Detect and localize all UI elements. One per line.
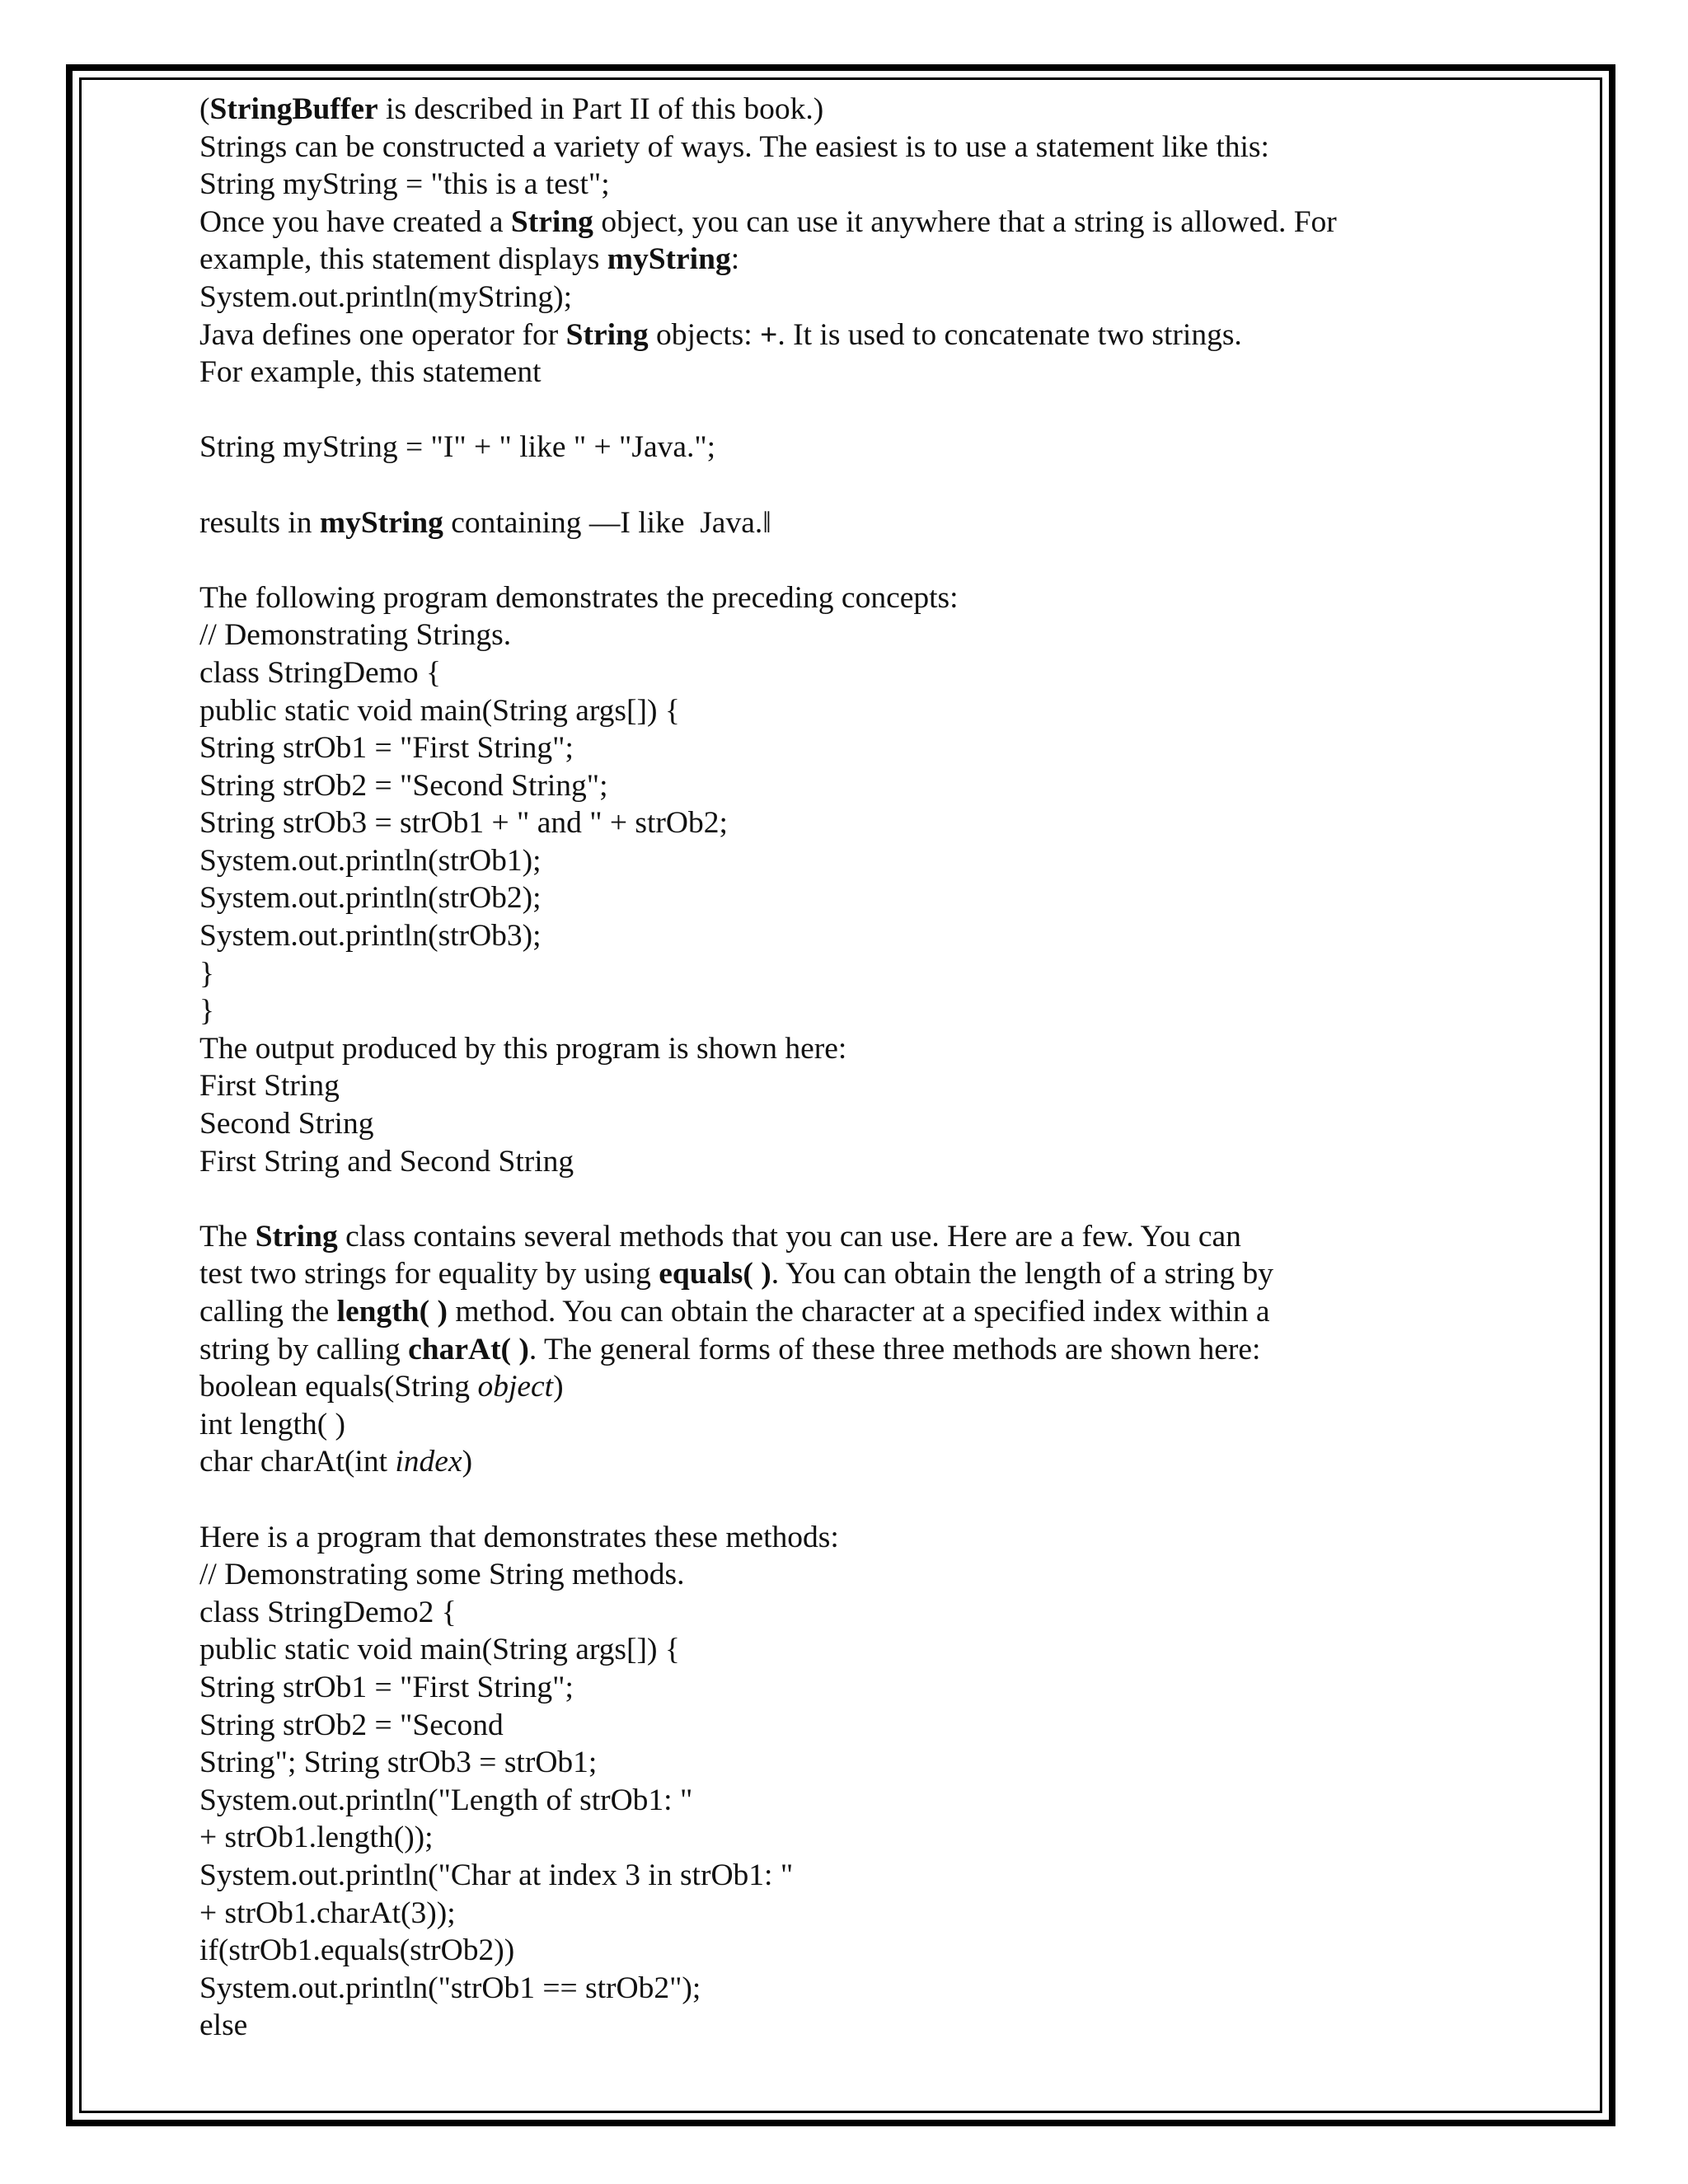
text-line — [199, 879, 1518, 917]
text-run: System.out.println("Length of strOb1: " — [199, 1783, 693, 1817]
text-line — [199, 1255, 1518, 1293]
text-run: string by calling — [199, 1332, 409, 1366]
text-line — [199, 955, 1518, 993]
text-run: System.out.println("strOb1 == strOb2"); — [199, 1971, 701, 2005]
text-run: test two strings for equality by using — [199, 1257, 659, 1291]
text-run: class StringDemo { — [199, 655, 441, 690]
text-line — [199, 1707, 1518, 1745]
text-line — [199, 504, 1518, 542]
text-line — [199, 279, 1518, 316]
text-run: System.out.println(myString); — [199, 279, 573, 314]
text-run: First String and Second String — [199, 1144, 574, 1179]
text-run: } — [199, 994, 214, 1029]
text-run: class StringDemo2 { — [199, 1595, 457, 1629]
italic-term: index — [395, 1445, 462, 1479]
text-run: String strOb2 = "Second — [199, 1708, 504, 1742]
text-line — [199, 1143, 1518, 1181]
text-run: The — [199, 1219, 256, 1254]
text-run: For example, this statement — [199, 355, 542, 390]
bold-term: charAt( ) — [408, 1332, 529, 1366]
text-line — [199, 917, 1518, 955]
italic-term: object — [477, 1370, 554, 1404]
text-line — [199, 1406, 1518, 1444]
text-line — [199, 1030, 1518, 1068]
text-run: String strOb2 = "Second String"; — [199, 768, 608, 803]
text-line — [199, 1331, 1518, 1369]
text-line — [199, 992, 1518, 1030]
text-line — [199, 1932, 1518, 1970]
text-line — [199, 2007, 1518, 2045]
text-run: . The general forms of these three methods are shown here: — [528, 1332, 1261, 1366]
text-line — [199, 1631, 1518, 1669]
text-run: System.out.println(strOb1); — [199, 843, 542, 878]
text-line — [199, 204, 1518, 241]
text-line — [199, 316, 1518, 354]
text-run: The output produced by this program is shown here: — [199, 1031, 847, 1066]
text-run: String"; String strOb3 = strOb1; — [199, 1746, 598, 1780]
text-run: ( — [199, 92, 210, 126]
text-run: . You can obtain the length of a string by — [771, 1257, 1274, 1291]
text-run: + strOb1.length()); — [199, 1821, 434, 1855]
text-line — [199, 241, 1518, 279]
text-run: is described in Part II of this book.) — [377, 92, 824, 126]
text-line — [199, 1782, 1518, 1820]
text-run: boolean equals(String — [199, 1370, 478, 1404]
text-run: System.out.println(strOb3); — [199, 919, 542, 954]
blank-line — [199, 466, 1518, 504]
text-run: calling the — [199, 1295, 337, 1329]
text-line — [199, 729, 1518, 767]
text-line — [199, 1368, 1518, 1406]
text-run: int length( ) — [199, 1407, 346, 1441]
bold-term: length( ) — [336, 1295, 448, 1329]
document-body — [199, 91, 1518, 2045]
text-run: ) — [553, 1370, 564, 1404]
text-line — [199, 1970, 1518, 2008]
text-run: char charAt(int — [199, 1445, 396, 1479]
text-line — [199, 129, 1518, 166]
text-run: objects: — [648, 317, 761, 352]
text-run: First String — [199, 1069, 340, 1104]
blank-line — [199, 541, 1518, 579]
text-line — [199, 616, 1518, 654]
text-run: String strOb1 = "First String"; — [199, 731, 574, 766]
text-line — [199, 767, 1518, 805]
bold-term: equals( ) — [659, 1257, 771, 1291]
text-line — [199, 654, 1518, 692]
text-run: String myString = "I" + " like " + "Java."; — [199, 430, 716, 465]
text-run: public static void main(String args[]) { — [199, 693, 680, 728]
text-run: object, you can use it anywhere that a string is allowed. For — [593, 204, 1337, 239]
text-run: containing —I like Java.‖ — [443, 505, 771, 540]
text-line — [199, 1067, 1518, 1105]
text-run: public static void main(String args[]) { — [199, 1633, 680, 1667]
blank-line — [199, 391, 1518, 429]
bold-term: + — [760, 317, 778, 352]
text-run: : — [730, 242, 740, 277]
text-run: . It is used to concatenate two strings. — [777, 317, 1242, 352]
text-run: Second String — [199, 1107, 374, 1141]
bold-term: myString — [607, 242, 731, 277]
text-line — [199, 1443, 1518, 1481]
text-line — [199, 1556, 1518, 1594]
bold-term: String — [255, 1219, 338, 1254]
text-line — [199, 842, 1518, 880]
text-run: if(strOb1.equals(strOb2)) — [199, 1933, 515, 1968]
text-run: Here is a program that demonstrates these methods: — [199, 1520, 839, 1554]
text-line — [199, 1669, 1518, 1707]
bold-term: myString — [319, 505, 443, 540]
text-line — [199, 1819, 1518, 1857]
text-line — [199, 1293, 1518, 1331]
text-run: results in — [199, 505, 320, 540]
text-line — [199, 1857, 1518, 1895]
text-line — [199, 1594, 1518, 1632]
text-run: class contains several methods that you can use. Here are a few. You can — [337, 1219, 1241, 1254]
text-line — [199, 1218, 1518, 1256]
text-run: String strOb1 = "First String"; — [199, 1670, 574, 1704]
text-run: + strOb1.charAt(3)); — [199, 1896, 456, 1930]
text-run: } — [199, 956, 214, 991]
bold-term: String — [510, 204, 593, 239]
text-line — [199, 166, 1518, 204]
text-run: Once you have created a — [199, 204, 511, 239]
text-run: String strOb3 = strOb1 + " and " + strOb2; — [199, 806, 728, 841]
text-line — [199, 1895, 1518, 1933]
text-run: // Demonstrating Strings. — [199, 618, 512, 653]
text-run: System.out.println("Char at index 3 in strOb1: " — [199, 1858, 794, 1892]
text-line — [199, 1744, 1518, 1782]
text-run: else — [199, 2008, 248, 2043]
text-run: method. You can obtain the character at a specified index within a — [447, 1295, 1270, 1329]
text-run: The following program demonstrates the preceding concepts: — [199, 580, 959, 615]
text-run: System.out.println(strOb2); — [199, 881, 542, 916]
bold-term: String — [565, 317, 649, 352]
text-line — [199, 692, 1518, 730]
bold-term: StringBuffer — [209, 92, 378, 126]
text-line — [199, 354, 1518, 391]
text-run: String myString = "this is a test"; — [199, 167, 610, 202]
text-line — [199, 91, 1518, 129]
blank-line — [199, 1180, 1518, 1218]
text-line — [199, 804, 1518, 842]
blank-line — [199, 1481, 1518, 1519]
text-line — [199, 429, 1518, 466]
text-line — [199, 1105, 1518, 1143]
text-run: // Demonstrating some String methods. — [199, 1558, 685, 1592]
text-run: ) — [462, 1445, 473, 1479]
text-run: Strings can be constructed a variety of ways. The easiest is to use a statement like this: — [199, 129, 1269, 164]
text-line — [199, 1519, 1518, 1557]
text-line — [199, 579, 1518, 617]
text-run: Java defines one operator for — [199, 317, 566, 352]
text-run: example, this statement displays — [199, 242, 607, 277]
